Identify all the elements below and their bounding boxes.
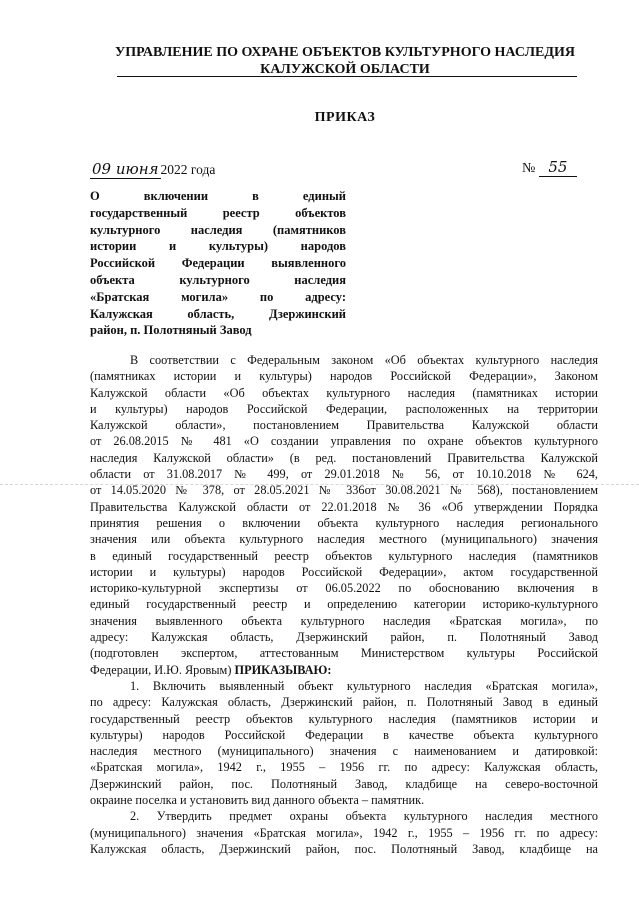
order-body (90, 352, 598, 857)
subject-line: истории и культуры) народов (90, 239, 346, 254)
item-1-line: Дзержинский район, пос. Полотняный Завод, кладбище на северо-восточной (90, 776, 598, 791)
body-line: в единый государственный реестр объектов культурного наследия (памятников (90, 548, 598, 563)
body-line: Калужской области «Об объектах культурного наследия (памятниках истории (90, 385, 598, 400)
body-line: области от 31.08.2017 № 499, от 29.01.2018 № 56, от 10.10.2018 № 624, (90, 467, 598, 482)
body-line: от 14.05.2020 № 378, от 28.05.2021 № 336от 30.08.2021 № 568), постановлением (90, 483, 598, 498)
body-line: адресу: Калужская область, Дзержинский район, п. Полотняный Завод (90, 630, 598, 645)
item-1-line: «Братская могила», 1942 г., 1955 – 1956 гг. по адресу: Калужская область, (90, 760, 598, 775)
order-number (522, 158, 577, 177)
body-line: и культуры) народов Российской Федерации, расположенных на территории (90, 401, 598, 416)
item-1-line: 1. Включить выявленный объект культурного наследия «Братская могила», (130, 678, 598, 693)
body-line-text: Федерации, И.Ю. Яровым) (90, 662, 232, 677)
body-line: истории и культуры) народов Российской Федерации», актом государственной (90, 564, 598, 579)
order-subject (90, 188, 346, 339)
subject-line: государственный реестр объектов (90, 205, 346, 220)
subject-line: Калужская область, Дзержинский (90, 306, 346, 321)
body-line: (подготовлен экспертом, аттестованным Министерством культуры Российской (90, 646, 598, 661)
number-sign: № (522, 161, 536, 176)
agency-name-line2: КАЛУЖСКОЙ ОБЛАСТИ (260, 62, 430, 77)
item-1-line: по адресу: Калужская область, Дзержинский район, п. Полотняный Завод в единый (90, 695, 598, 710)
item-2-line: 2. Утвердить предмет охраны объекта культурного наследия местного (130, 809, 598, 824)
handwritten-date: 09 июня (92, 160, 159, 178)
body-line: Калужской области», постановлением Правительства Калужской области (90, 418, 598, 433)
body-line: значения или объекта культурного наследия местного (муниципального) значения (90, 532, 598, 547)
item-1-line: окраине поселка и установить вид данного объекта – памятник. (90, 793, 425, 808)
header-underline (117, 76, 577, 77)
subject-line: О включении в единый (90, 189, 346, 203)
item-1-line: наследия местного (муниципального) значения с наименованием и датировкой: (90, 744, 598, 759)
item-2-line: (муниципального) значения «Братская могила», 1942 г., 1955 – 1956 гг. по адресу: (90, 825, 598, 840)
order-title: ПРИКАЗ (314, 110, 376, 125)
body-line: (памятниках истории и культуры) народов Российской Федерации», Законом (90, 369, 598, 384)
subject-line: культурного наследия (памятников (90, 222, 346, 237)
item-1-line: государственный реестр объектов культурного наследия (памятников истории и (90, 711, 598, 726)
subject-line: «Братская могила» по адресу: (90, 289, 346, 304)
body-line: единый государственный реестр и определению категории историко-культурного (90, 597, 598, 612)
body-line: от 26.08.2015 № 481 «О создании управления по охране объектов культурного (90, 434, 598, 449)
body-line: историко-культурной экспертизы от 06.05.2022 по обоснованию включения в (90, 581, 598, 596)
item-1-line: культуры) народов Российской Федерации в качестве объекта культурного (90, 727, 598, 742)
handwritten-number: 55 (539, 158, 577, 177)
subject-line: район, п. Полотняный Завод (90, 323, 252, 338)
body-line: наследия Калужской области» (в ред. постановлений Правительства Калужской (90, 450, 598, 465)
item-2-line: Калужская область, Дзержинский район, пос. Полотняный Завод, кладбище на (90, 841, 598, 856)
body-line: В соответствии с Федеральным законом «Об объектах культурного наследия (130, 353, 598, 367)
subject-line: объекта культурного наследия (90, 272, 346, 287)
body-line: Правительства Калужской области от 22.01.2018 № 36 «Об утверждении Порядка (90, 499, 598, 514)
body-line: принятия решения о включении объекта культурного наследия регионального (90, 515, 598, 530)
printed-year: 2022 года (160, 162, 216, 177)
order-date (90, 160, 215, 178)
body-line: значения выявленного объекта культурного наследия «Братская могила», по (90, 613, 598, 628)
agency-name-line1: УПРАВЛЕНИЕ ПО ОХРАНЕ ОБЪЕКТОВ КУЛЬТУРНОГО НАСЛЕДИЯ (115, 45, 575, 60)
order-directive: ПРИКАЗЫВАЮ: (234, 662, 332, 677)
subject-line: Российской Федерации выявленного (90, 256, 346, 271)
body-line-final (90, 662, 598, 678)
